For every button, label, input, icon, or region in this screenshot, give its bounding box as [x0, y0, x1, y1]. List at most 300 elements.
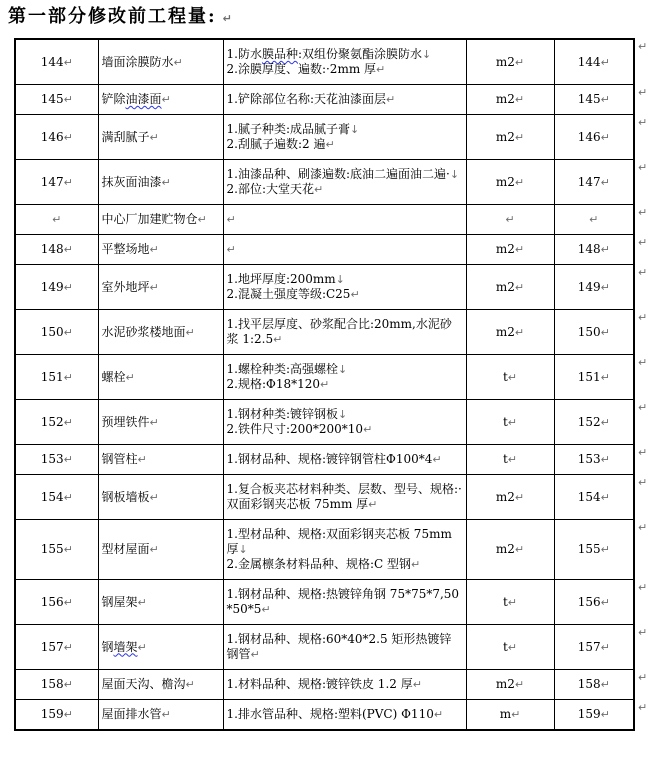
paragraph-mark: ↵ [411, 558, 421, 571]
unit-cell [466, 235, 554, 265]
cell-text: 2.刮腻子遍数:2 遍 [226, 137, 326, 151]
table-row [15, 625, 634, 670]
description-line [227, 62, 463, 77]
description-cell [223, 160, 466, 205]
cell-text: 铲除 [101, 92, 126, 106]
row-end-paragraph-mark: ↵ [638, 116, 648, 129]
cell-text: 155 [577, 542, 601, 556]
paragraph-mark: ↵ [600, 708, 610, 721]
cell-text: 1.型材品种、规格:双面彩钢夹芯板 75mm 厚 [226, 527, 452, 556]
item-name-cell [98, 400, 223, 445]
row-end-paragraph-mark: ↵ [638, 356, 648, 369]
paragraph-mark: ↵ [63, 370, 73, 384]
description-line [227, 182, 463, 197]
cell-text: 钢管柱 [101, 452, 138, 466]
paragraph-mark: ↵ [137, 640, 147, 654]
ref-number-cell [554, 85, 634, 115]
row-end-paragraph-mark: ↵ [638, 401, 648, 414]
cell-text: 1.材料品种、规格:镀锌铁皮 1.2 厚 [226, 677, 413, 691]
cell-text: m2 [495, 129, 515, 144]
table-body [15, 39, 634, 730]
cell-text: 156 [40, 594, 64, 609]
description-line [227, 362, 463, 377]
row-end-paragraph-mark: ↵ [638, 446, 648, 459]
cell-text: m2 [495, 489, 515, 504]
table-row [15, 85, 634, 115]
row-end-paragraph-mark: ↵ [638, 86, 648, 99]
cell-text: 1.防水 [226, 47, 262, 61]
row-number-cell [15, 520, 98, 580]
description-cell [223, 39, 466, 85]
cell-text: 158 [577, 677, 601, 691]
description-cell [223, 700, 466, 731]
ref-number-cell [554, 400, 634, 445]
unit-cell [466, 520, 554, 580]
line-break-mark: ↓ [238, 543, 248, 556]
paragraph-mark: ↵ [63, 678, 73, 691]
cell-text: m2 [495, 174, 515, 189]
cell-text: 1.钢材品种、规格:60*40*2.5 矩形热镀锌钢管 [226, 632, 452, 661]
paragraph-mark: ↵ [63, 543, 73, 556]
description-line [227, 272, 463, 287]
table-row [15, 520, 634, 580]
paragraph-mark: ↵ [514, 55, 525, 69]
description-line [227, 137, 463, 152]
row-number-cell [15, 670, 98, 700]
item-name-cell [98, 520, 223, 580]
description-cell [223, 205, 466, 235]
cell-text: 149 [577, 279, 601, 294]
paragraph-mark: ↵ [325, 138, 335, 151]
ref-number-cell [554, 355, 634, 400]
unit-cell [466, 85, 554, 115]
table-row [15, 445, 634, 475]
paragraph-mark: ↵ [363, 423, 373, 436]
ref-number-cell [554, 445, 634, 475]
line-break-mark: ↓ [338, 408, 348, 421]
cell-text: 147 [40, 174, 64, 189]
cell-text: 148 [577, 242, 601, 256]
description-cell [223, 310, 466, 355]
paragraph-mark: ↵ [161, 93, 171, 106]
item-name-cell [98, 85, 223, 115]
table-row [15, 310, 634, 355]
row-end-paragraph-mark: ↵ [638, 311, 648, 324]
item-name-cell [98, 310, 223, 355]
row-end-paragraph-mark: ↵ [638, 476, 648, 489]
cell-text: 158 [40, 677, 64, 691]
cell-text: m2 [495, 324, 515, 339]
row-number-cell [15, 355, 98, 400]
description-line [227, 452, 463, 467]
cell-text: 1.地坪厚度:200mm [226, 272, 336, 286]
cell-text: 157 [577, 639, 601, 654]
paragraph-mark: ↵ [314, 183, 324, 196]
cell-text: 平整场地 [101, 242, 150, 256]
line-break-mark: ↓ [338, 363, 348, 376]
paragraph-mark: ↵ [600, 595, 610, 609]
table-row [15, 205, 634, 235]
cell-text: 144 [577, 54, 601, 69]
item-name-cell [98, 265, 223, 310]
page-title [0, 0, 650, 31]
unit-cell [466, 355, 554, 400]
cell-text: 螺栓 [101, 369, 126, 384]
table-row [15, 39, 634, 85]
paragraph-mark: ↵ [63, 325, 73, 339]
paragraph-mark: ↵ [368, 498, 378, 511]
item-name-cell [98, 700, 223, 731]
row-end-paragraph-mark: ↵ [638, 40, 648, 53]
cell-text: 钢 [101, 639, 114, 654]
paragraph-mark: ↵ [386, 93, 396, 106]
cell-text: 钢屋架 [101, 594, 138, 609]
paragraph-mark: ↵ [600, 175, 610, 189]
description-line [227, 377, 463, 392]
row-number-cell [15, 160, 98, 205]
paragraph-mark: ↵ [511, 708, 521, 721]
ref-number-cell [554, 670, 634, 700]
row-number-cell [15, 625, 98, 670]
cell-text: t [502, 452, 508, 466]
paragraph-mark: ↵ [432, 453, 442, 466]
cell-text: 146 [40, 129, 64, 144]
cell-text: t [502, 639, 508, 654]
description-cell [223, 625, 466, 670]
cell-text: 150 [40, 324, 64, 339]
unit-cell [466, 265, 554, 310]
cell-text: 型材屋面 [101, 542, 150, 556]
table-row [15, 355, 634, 400]
page-title-text: 第一部分修改前工程量: [8, 6, 217, 27]
cell-text: 145 [40, 92, 64, 106]
ref-number-cell [554, 160, 634, 205]
line-break-mark: ↓ [335, 273, 345, 286]
cell-text: t [502, 414, 508, 429]
unit-cell [466, 700, 554, 731]
row-end-paragraph-mark: ↵ [638, 206, 648, 219]
cell-text: 1.螺栓种类:高强螺栓 [226, 362, 338, 376]
cell-text: 153 [577, 452, 601, 466]
ref-number-cell [554, 520, 634, 580]
unit-cell [466, 445, 554, 475]
unit-cell [466, 580, 554, 625]
paragraph-mark: ↵ [589, 213, 599, 226]
paragraph-mark: ↵ [514, 678, 525, 691]
item-name-cell [98, 115, 223, 160]
cell-text: 159 [40, 707, 64, 721]
cell-text: 墙面涂膜防水 [101, 54, 174, 69]
cell-text: m [499, 707, 512, 721]
unit-cell [466, 310, 554, 355]
cell-text: 155 [40, 542, 64, 556]
paragraph-mark: ↵ [226, 243, 236, 256]
item-name-cell [98, 475, 223, 520]
unit-cell [466, 39, 554, 85]
ref-number-cell [554, 39, 634, 85]
paragraph-mark: ↵ [250, 648, 260, 661]
paragraph-mark: ↵ [600, 280, 610, 294]
row-number-cell [15, 475, 98, 520]
paragraph-mark: ↵ [149, 543, 159, 556]
cell-text: 152 [577, 414, 601, 429]
cell-text: 2.部位:大堂天花 [226, 182, 314, 196]
paragraph-mark: ↵ [320, 378, 330, 391]
cell-text: 1.钢材品种、规格:热镀锌角钢 75*75*7,50*50*5 [226, 587, 460, 616]
paragraph-mark: ↵ [63, 130, 73, 144]
description-cell [223, 520, 466, 580]
ref-number-cell [554, 205, 634, 235]
line-break-mark: ↓ [449, 168, 460, 181]
cell-text: m2 [495, 92, 515, 106]
item-name-cell [98, 39, 223, 85]
table-row [15, 400, 634, 445]
paragraph-mark: ↵ [149, 490, 159, 504]
line-break-mark: ↓ [350, 123, 360, 136]
description-line [227, 212, 463, 227]
row-end-paragraph-mark: ↵ [638, 626, 648, 639]
paragraph-mark: ↵ [161, 175, 171, 189]
spellcheck-squiggle-text: 膜品种 [261, 47, 298, 61]
ref-number-cell [554, 265, 634, 310]
cell-text: 1.排水管品种、规格:塑料(PVC) Φ110 [226, 707, 434, 721]
paragraph-mark: ↵ [505, 213, 515, 226]
item-name-cell [98, 670, 223, 700]
row-end-paragraph-mark: ↵ [638, 701, 648, 714]
paragraph-mark: ↵ [600, 370, 610, 384]
row-end-paragraph-mark: ↵ [638, 266, 648, 279]
paragraph-mark: ↵ [600, 93, 610, 106]
cell-text: 146 [577, 129, 601, 144]
paragraph-mark: ↵ [507, 640, 518, 654]
cell-text: :双组份聚氨酯涂膜防水 [297, 47, 423, 61]
cell-text: 中心厂加建贮物仓 [101, 212, 198, 226]
cell-text: 2.规格:Φ18*120 [226, 377, 321, 391]
paragraph-mark: ↵ [63, 708, 73, 721]
item-name-cell [98, 355, 223, 400]
row-number-cell [15, 400, 98, 445]
table-row [15, 160, 634, 205]
item-name-cell [98, 445, 223, 475]
row-number-cell [15, 39, 98, 85]
item-name-cell [98, 580, 223, 625]
cell-text: 153 [40, 452, 64, 466]
row-number-cell [15, 580, 98, 625]
description-line [227, 557, 463, 572]
cell-text: 1.铲除部位名称:天花油漆面层 [226, 92, 386, 106]
description-line [227, 632, 463, 662]
spellcheck-squiggle-text: 油漆面 [125, 92, 162, 106]
spellcheck-squiggle-text: 墙架 [113, 639, 138, 654]
cell-text: 152 [40, 414, 64, 429]
paragraph-mark: ↵ [261, 603, 271, 616]
table-row [15, 265, 634, 310]
paragraph-mark: ↵ [161, 708, 171, 721]
cell-text: 154 [577, 489, 601, 504]
cell-text: 2.金属檩条材料品种、规格:C 型钢 [226, 557, 411, 571]
cell-text: 1.找平层厚度、砂浆配合比:20mm,水泥砂浆 1:2.5 [226, 317, 452, 346]
unit-cell [466, 400, 554, 445]
unit-cell [466, 670, 554, 700]
paragraph-mark: ↵ [52, 213, 62, 226]
paragraph-mark: ↵ [137, 595, 147, 609]
cell-text: m2 [495, 542, 515, 556]
row-end-paragraph-mark: ↵ [638, 671, 648, 684]
cell-text: 屋面排水管 [101, 707, 162, 721]
paragraph-mark: ↵ [63, 243, 73, 256]
cell-text: t [502, 594, 508, 609]
paragraph-mark: ↵ [149, 130, 159, 144]
paragraph-mark: ↵ [185, 678, 195, 691]
paragraph-mark: ↵ [600, 243, 610, 256]
paragraph-mark: ↵ [514, 280, 525, 294]
cell-text: 满刮腻子 [101, 129, 150, 144]
table-row [15, 475, 634, 520]
description-line [227, 677, 463, 692]
paragraph-mark: ↵ [507, 370, 518, 384]
description-line [227, 407, 463, 422]
paragraph-mark: ↵ [600, 325, 610, 339]
paragraph-mark: ↵ [63, 175, 73, 189]
cell-text: 151 [577, 369, 601, 384]
unit-cell [466, 160, 554, 205]
cell-text: 1.复合板夹芯材料种类、层数、型号、规格:·双面彩钢夹芯板 75mm 厚 [226, 482, 462, 511]
cell-text: t [502, 369, 508, 384]
paragraph-mark: ↵ [412, 678, 422, 691]
cell-text: 钢板墙板 [101, 489, 150, 504]
paragraph-mark: ↵ [226, 213, 236, 226]
cell-text: 抹灰面油漆 [101, 174, 162, 189]
description-cell [223, 580, 466, 625]
paragraph-mark: ↵ [600, 453, 610, 466]
row-number-cell [15, 205, 98, 235]
row-number-cell [15, 700, 98, 731]
table-row [15, 580, 634, 625]
row-end-paragraph-mark: ↵ [638, 236, 648, 249]
cell-text: 154 [40, 489, 64, 504]
paragraph-mark: ↵ [63, 415, 73, 429]
description-line [227, 527, 463, 557]
paragraph-mark: ↵ [600, 130, 610, 144]
paragraph-mark: ↵ [63, 640, 73, 654]
cell-text: 156 [577, 594, 601, 609]
description-line [227, 422, 463, 437]
cell-text: m2 [495, 242, 515, 256]
ref-number-cell [554, 625, 634, 670]
description-line [227, 47, 463, 62]
paragraph-mark: ↵ [514, 243, 525, 256]
paragraph-mark: ↵ [273, 333, 283, 346]
cell-text: 144 [40, 54, 64, 69]
row-number-cell [15, 310, 98, 355]
description-cell [223, 265, 466, 310]
table-row [15, 235, 634, 265]
cell-text: m2 [495, 279, 515, 294]
cell-text: 159 [577, 707, 601, 721]
description-cell [223, 115, 466, 160]
row-number-cell [15, 445, 98, 475]
unit-cell [466, 205, 554, 235]
paragraph-mark: ↵ [149, 415, 159, 429]
paragraph-mark: ↵ [600, 678, 610, 691]
row-end-paragraph-mark: ↵ [638, 581, 648, 594]
item-name-cell [98, 235, 223, 265]
paragraph-mark: ↵ [125, 370, 135, 384]
paragraph-mark: ↵ [514, 325, 525, 339]
description-cell [223, 235, 466, 265]
cell-text: 148 [40, 242, 64, 256]
cell-text: 1.钢材品种、规格:镀锌钢管柱Φ100*4 [226, 452, 433, 466]
paragraph-mark: ↵ [514, 175, 525, 189]
paragraph-mark: ↵ [600, 415, 610, 429]
item-name-cell [98, 160, 223, 205]
cell-text: 屋面天沟、檐沟 [101, 677, 186, 691]
cell-text: 室外地坪 [101, 279, 150, 294]
cell-text: 147 [577, 174, 601, 189]
paragraph-mark: ↵ [514, 543, 525, 556]
cell-text: 150 [577, 324, 601, 339]
cell-text: m2 [495, 54, 515, 69]
cell-text: m2 [495, 677, 515, 691]
work-quantity-table [14, 38, 635, 731]
description-line [227, 707, 463, 722]
description-line [227, 122, 463, 137]
cell-text: 149 [40, 279, 64, 294]
ref-number-cell [554, 700, 634, 731]
description-cell [223, 445, 466, 475]
unit-cell [466, 115, 554, 160]
description-line [227, 92, 463, 107]
paragraph-mark: ↵ [149, 243, 159, 256]
paragraph-mark: ↵ [173, 55, 183, 69]
paragraph-mark: ↵ [507, 415, 518, 429]
paragraph-mark: ↵ [149, 280, 159, 294]
table-row [15, 700, 634, 731]
ref-number-cell [554, 475, 634, 520]
description-line [227, 242, 463, 257]
paragraph-mark: ↵ [63, 595, 73, 609]
description-line [227, 167, 463, 182]
cell-text: 水泥砂浆楼地面 [101, 324, 186, 339]
cell-text: 2.铁件尺寸:200*200*10 [226, 422, 364, 436]
table-row [15, 670, 634, 700]
description-cell [223, 400, 466, 445]
ref-number-cell [554, 115, 634, 160]
description-line [227, 317, 463, 347]
paragraph-mark: ↵ [514, 130, 525, 144]
paragraph-mark: ↵ [433, 708, 444, 721]
ref-number-cell [554, 235, 634, 265]
paragraph-mark: ↵ [63, 93, 73, 106]
paragraph-mark: ↵ [185, 325, 195, 339]
paragraph-mark: ↵ [222, 12, 232, 25]
paragraph-mark: ↵ [63, 453, 73, 466]
paragraph-mark: ↵ [600, 490, 610, 504]
paragraph-mark: ↵ [600, 543, 610, 556]
paragraph-mark: ↵ [63, 490, 73, 504]
row-end-paragraph-mark: ↵ [638, 521, 648, 534]
cell-text: 145 [577, 92, 601, 106]
unit-cell [466, 625, 554, 670]
paragraph-mark: ↵ [507, 595, 518, 609]
row-number-cell [15, 115, 98, 160]
cell-text: 2.涂膜厚度、遍数:·2mm 厚 [226, 62, 377, 76]
description-cell [223, 670, 466, 700]
cell-text: 157 [40, 639, 64, 654]
paragraph-mark: ↵ [600, 55, 610, 69]
paragraph-mark: ↵ [600, 640, 610, 654]
description-cell [223, 355, 466, 400]
